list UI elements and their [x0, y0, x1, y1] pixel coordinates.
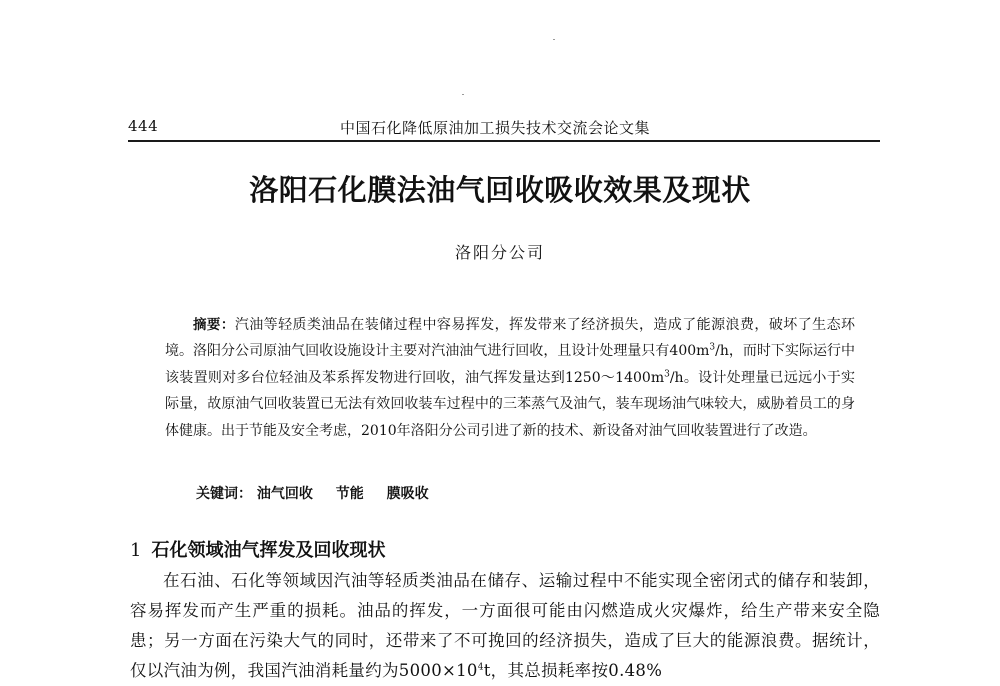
- abstract-text-2: /h，而时下实际运行中该装置则对多台位轻油及苯系挥发物进行回收，油气挥发量达到1250～1400m: [165, 343, 855, 386]
- abstract-label-separator: ：: [220, 317, 235, 333]
- running-header: [128, 117, 880, 139]
- body-text-1: 在石油、石化等领域因汽油等轻质类油品在储存、运输过程中不能实现全密闭式的储存和装卸，容易挥发而产生严重的损耗。油品的挥发，一方面很可能由闪燃造成火灾爆炸，给生产带来安全隐患；另一方面在污染大气的同时，还带来了不可挽回的经济损失，造成了巨大的能源浪费。据统计，仅以汽油为例，我国汽油消耗量约为5000×10: [130, 571, 880, 680]
- abstract-superscript-2: 3: [664, 369, 670, 380]
- keyword-item: 油气回收: [256, 486, 313, 502]
- section-number: 1: [130, 540, 142, 561]
- scan-speck: [462, 94, 464, 95]
- body-paragraph: [130, 566, 880, 686]
- keyword-item: 膜吸收: [386, 486, 429, 502]
- section-heading: [130, 536, 385, 562]
- keywords-label: 关键词：: [196, 486, 252, 502]
- abstract-text-1: 汽油等轻质类油品在装储过程中容易挥发，挥发带来了经济损失，造成了能源浪费，破坏了生态环境。洛阳分公司原油气回收设施设计主要对汽油油气进行回收，且设计处理量只有400m: [165, 317, 856, 360]
- abstract-text-3: /h。设计处理量已远远小于实际量，故原油气回收装置已无法有效回收装车过程中的三苯蒸气及油气，装车现场油气味较大，威胁着员工的身体健康。出于节能及安全考虑，2010年洛阳分公司引进了新的技术、新设备对油气回收装置进行了改造。: [165, 369, 855, 439]
- journal-title: 中国石化降低原油加工损失技术交流会论文集: [340, 119, 651, 137]
- keyword-item: 节能: [335, 486, 364, 502]
- article-author: 洛阳分公司: [454, 243, 545, 262]
- section-title: 石化领域油气挥发及回收现状: [151, 540, 386, 561]
- body-text-2: t，其总损耗率按0.48%: [483, 661, 663, 680]
- keywords: [196, 483, 447, 503]
- header-rule: [128, 140, 880, 142]
- abstract-label: 摘要: [193, 317, 221, 333]
- page-number: 444: [128, 117, 159, 135]
- abstract-superscript-1: 3: [709, 342, 716, 353]
- body-superscript: 4: [477, 662, 484, 673]
- abstract: [165, 312, 855, 444]
- scan-speck: [553, 39, 555, 40]
- article-title: 洛阳石化膜法油气回收吸收效果及现状: [249, 173, 751, 207]
